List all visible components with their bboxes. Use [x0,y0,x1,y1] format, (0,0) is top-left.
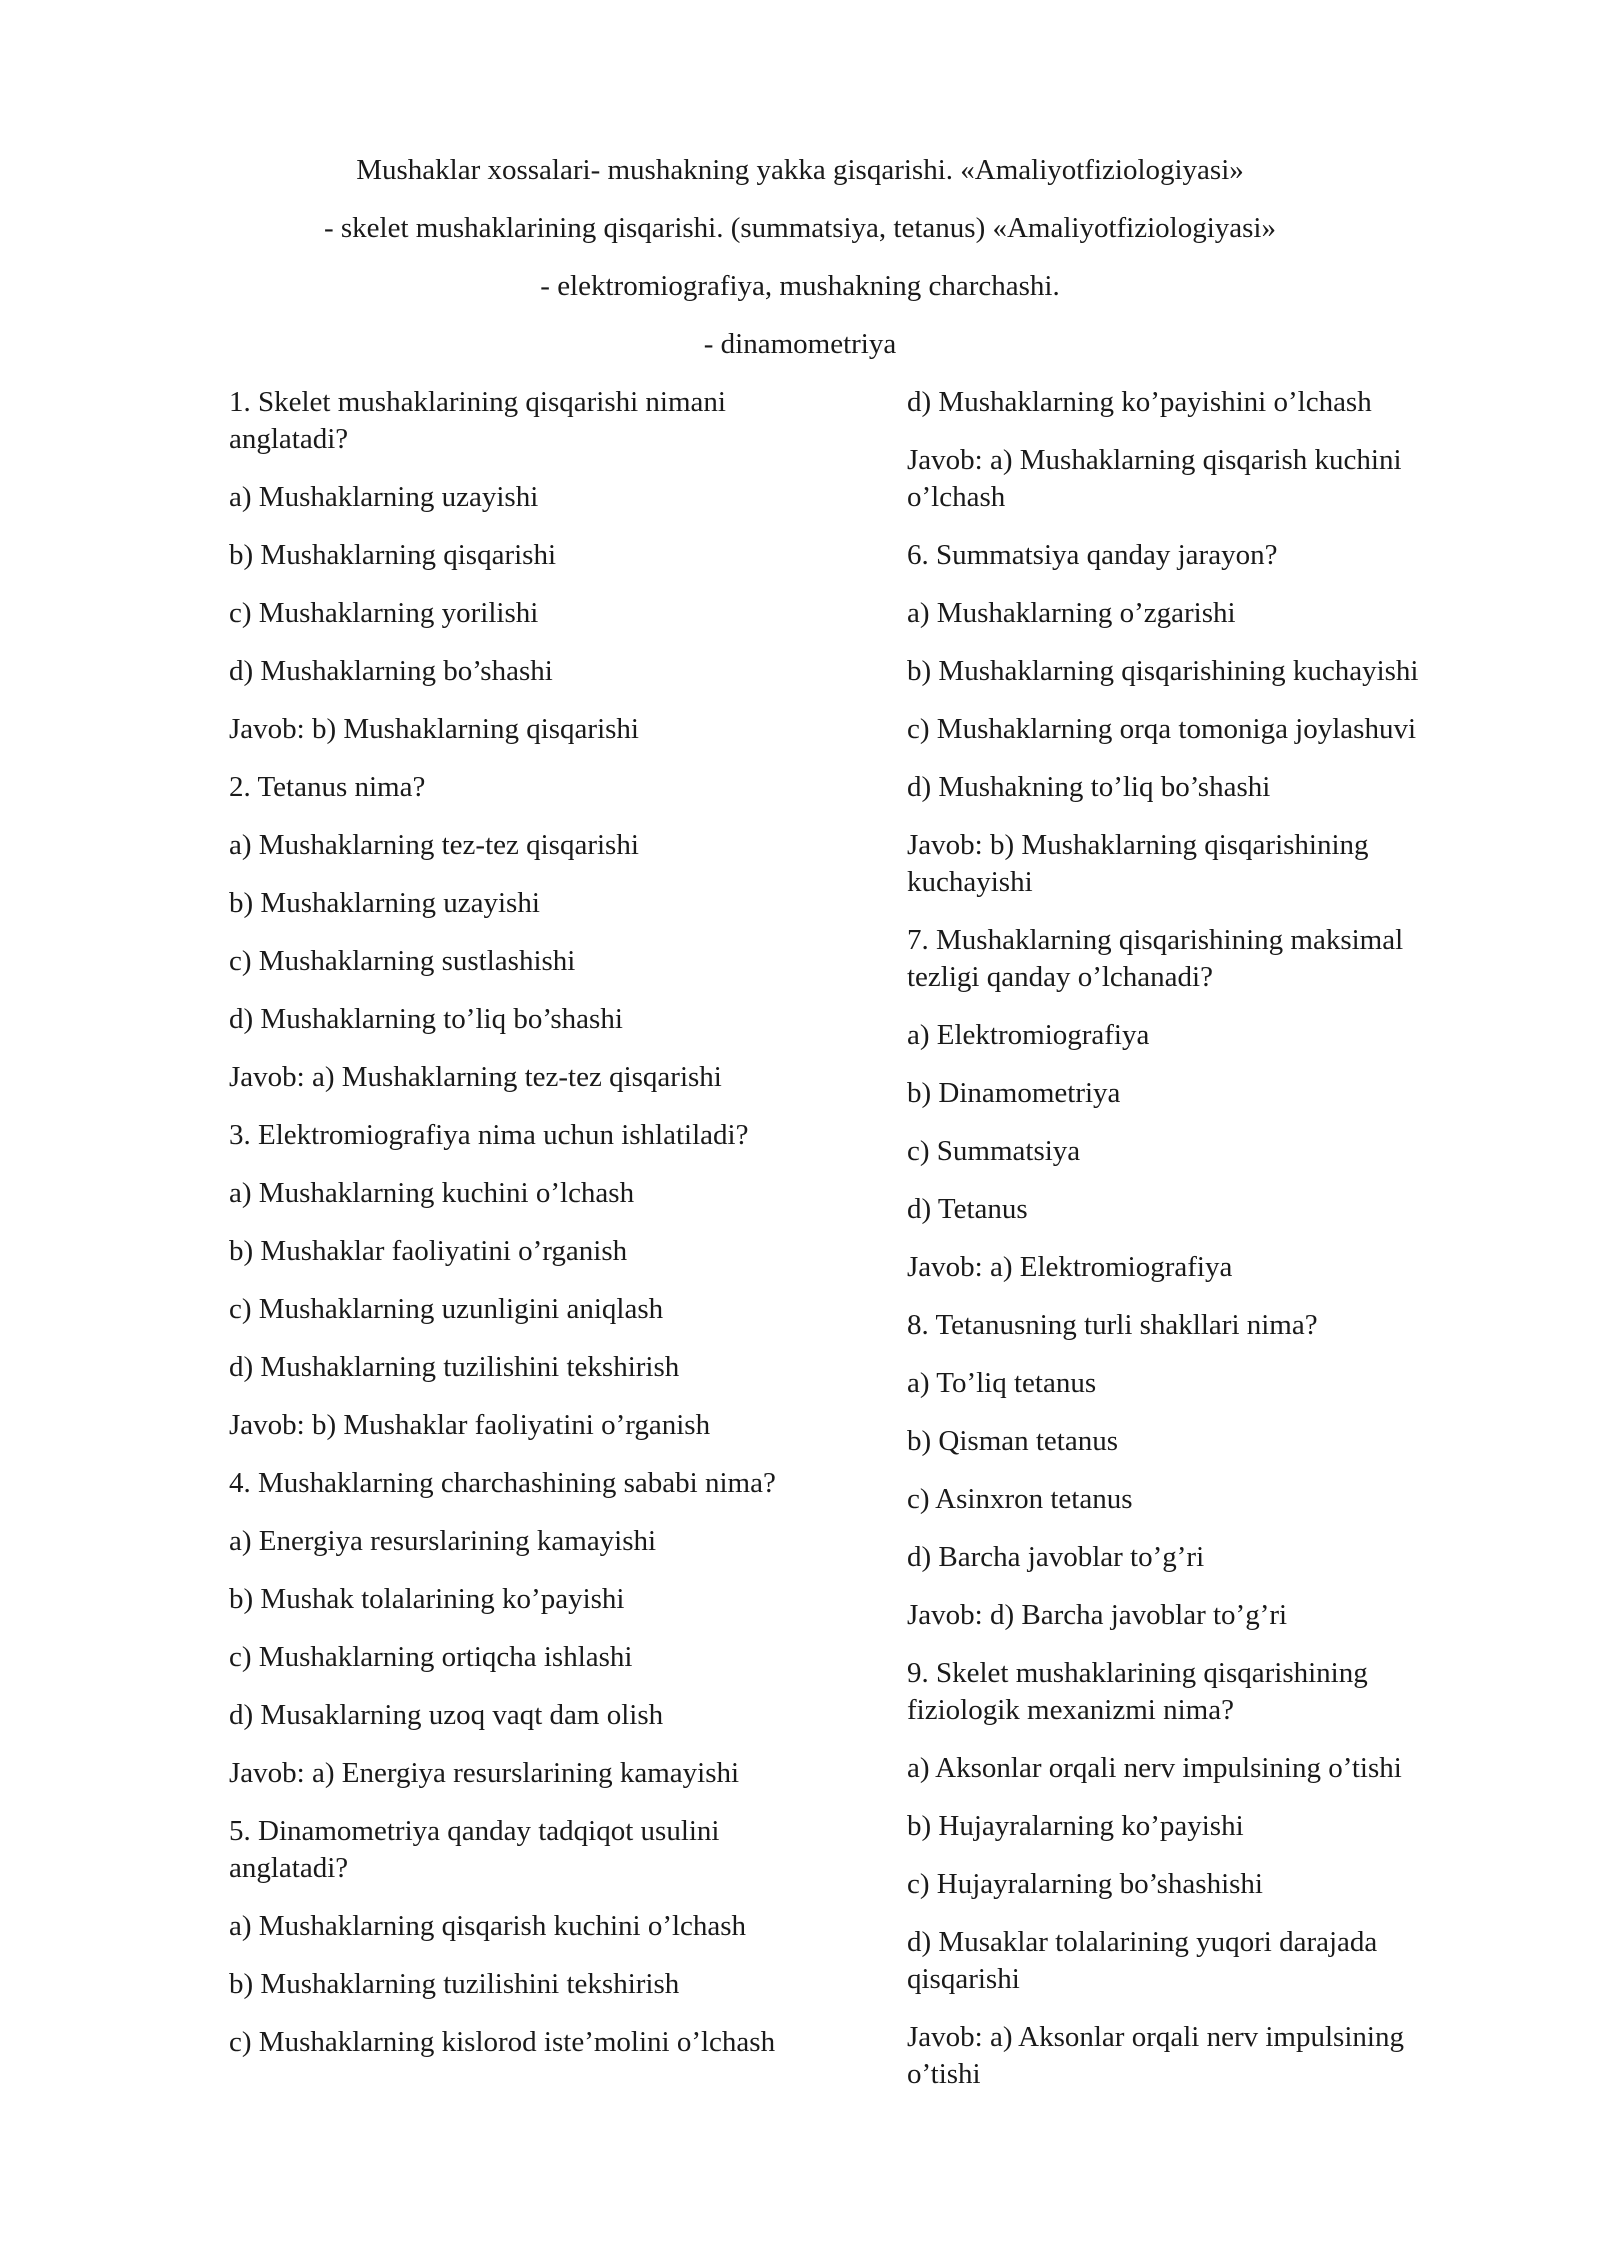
answer-option: d) Tetanus [907,1193,1028,1225]
answer-option: b) Mushak tolalarining ko’payishi [229,1583,625,1615]
question: 1. Skelet mushaklarining qisqarishi nimani anglatadi? [229,386,726,455]
answer-option: a) Mushaklarning kuchini o’lchash [229,1177,635,1209]
answer-option: b) Mushaklarning qisqarishi [229,539,557,571]
answer-key: Javob: a) Energiya resurslarining kamayishi [229,1757,740,1789]
document-headings [0,152,1600,384]
answer-option: c) Mushaklarning orqa tomoniga joylashuvi [907,713,1417,745]
answer-option: a) Mushaklarning uzayishi [229,481,539,513]
left-column [229,384,819,2082]
heading-line: - elektromiografiya, mushakning charchashi. [540,270,1060,302]
answer-option: a) Energiya resurslarining kamayishi [229,1525,657,1557]
answer-key: Javob: a) Mushaklarning tez-tez qisqarishi [229,1061,722,1093]
answer-option: c) Mushaklarning kislorod iste’molini o’lchash [229,2026,776,2058]
answer-key: Javob: d) Barcha javoblar to’g’ri [907,1599,1288,1631]
answer-option: c) Mushaklarning yorilishi [229,597,539,629]
answer-option: a) Elektromiografiya [907,1019,1150,1051]
answer-option: b) Mushaklarning uzayishi [229,887,540,919]
answer-option: d) Barcha javoblar to’g’ri [907,1541,1205,1573]
answer-option: c) Mushaklarning uzunligini aniqlash [229,1293,664,1325]
heading-line: Mushaklar xossalari- mushakning yakka gisqarishi. «Amaliyotfiziologiyasi» [356,154,1244,186]
question: 9. Skelet mushaklarining qisqarishining fiziologik mexanizmi nima? [907,1657,1368,1726]
answer-key: Javob: b) Mushaklarning qisqarishi [229,713,639,745]
answer-option: d) Mushakning to’liq bo’shashi [907,771,1271,803]
answer-option: b) Mushaklarning tuzilishini tekshirish [229,1968,680,2000]
right-column [907,384,1452,2114]
answer-option: c) Hujayralarning bo’shashishi [907,1868,1263,1900]
heading-line: - skelet mushaklarining qisqarishi. (summatsiya, tetanus) «Amaliyotfiziologiyasi» [323,212,1276,244]
answer-option: c) Mushaklarning ortiqcha ishlashi [229,1641,633,1673]
answer-option: a) Mushaklarning qisqarish kuchini o’lchash [229,1910,747,1942]
answer-option: c) Mushaklarning sustlashishi [229,945,576,977]
answer-option: b) Mushaklar faoliyatini o’rganish [229,1235,628,1267]
question: 8. Tetanusning turli shakllari nima? [907,1309,1318,1341]
answer-key: Javob: b) Mushaklarning qisqarishining kuchayishi [907,829,1369,898]
answer-option: b) Hujayralarning ko’payishi [907,1810,1244,1842]
answer-key: Javob: a) Mushaklarning qisqarish kuchini o’lchash [907,444,1402,513]
question: 6. Summatsiya qanday jarayon? [907,539,1278,571]
answer-option: d) Musaklar tolalarining yuqori darajada qisqarishi [907,1926,1378,1995]
answer-option: d) Musaklarning uzoq vaqt dam olish [229,1699,664,1731]
answer-option: a) Mushaklarning tez-tez qisqarishi [229,829,639,861]
answer-option: d) Mushaklarning to’liq bo’shashi [229,1003,623,1035]
answer-option: c) Summatsiya [907,1135,1081,1167]
question: 4. Mushaklarning charchashining sababi nima? [229,1467,776,1499]
question: 2. Tetanus nima? [229,771,426,803]
answer-option: a) Aksonlar orqali nerv impulsining o’tishi [907,1752,1402,1784]
question: 7. Mushaklarning qisqarishining maksimal tezligi qanday o’lchanadi? [907,924,1404,993]
answer-option: d) Mushaklarning tuzilishini tekshirish [229,1351,680,1383]
answer-option: c) Asinxron tetanus [907,1483,1133,1515]
question: 5. Dinamometriya qanday tadqiqot usulini anglatadi? [229,1815,720,1884]
answer-option: b) Dinamometriya [907,1077,1121,1109]
answer-option: a) To’liq tetanus [907,1367,1097,1399]
answer-key: Javob: a) Elektromiografiya [907,1251,1233,1283]
answer-option: a) Mushaklarning o’zgarishi [907,597,1236,629]
answer-option: b) Mushaklarning qisqarishining kuchayishi [907,655,1419,687]
answer-key: Javob: a) Aksonlar orqali nerv impulsining o’tishi [907,2021,1404,2090]
answer-option: d) Mushaklarning ko’payishini o’lchash [907,386,1372,418]
answer-option: b) Qisman tetanus [907,1425,1119,1457]
answer-option: d) Mushaklarning bo’shashi [229,655,553,687]
question: 3. Elektromiografiya nima uchun ishlatiladi? [229,1119,749,1151]
answer-key: Javob: b) Mushaklar faoliyatini o’rganish [229,1409,711,1441]
heading-line: - dinamometriya [703,328,897,360]
